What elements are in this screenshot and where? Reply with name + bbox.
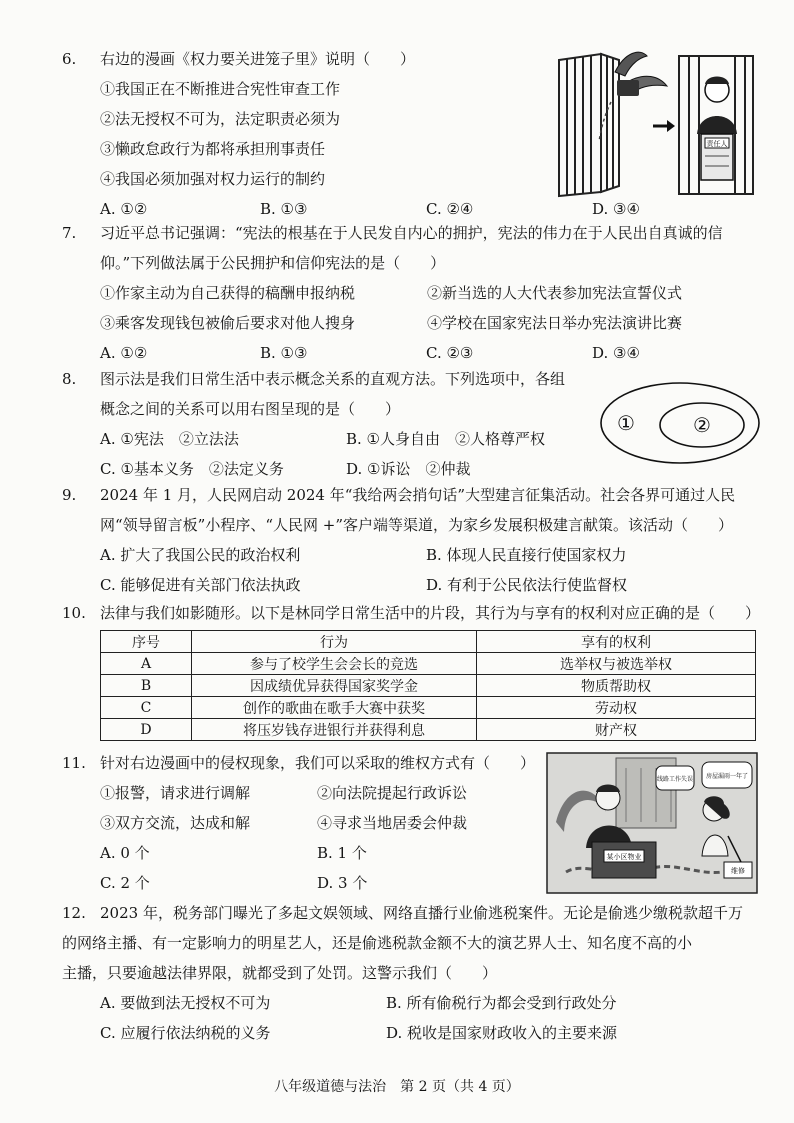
- cell-right: 选举权与被选举权: [477, 653, 756, 675]
- question-number: 10.: [62, 604, 86, 622]
- table-row: [101, 653, 756, 675]
- column-header-number: 序号: [101, 631, 192, 653]
- property-desk-label: 某小区物业: [606, 853, 642, 861]
- question-stem-line-2: 概念之间的关系可以用右图呈现的是（ ）: [100, 400, 401, 418]
- cell-behavior: 将压岁钱存进银行并获得利息: [192, 719, 477, 741]
- option-d[interactable]: D. 3 个: [317, 874, 368, 892]
- inner-concept-label: ②: [693, 413, 711, 437]
- person-in-cage: [697, 77, 737, 181]
- question-number: 6.: [62, 50, 77, 68]
- cell-number: D: [101, 719, 192, 741]
- question-stem-line-2: 网“领导留言板”小程序、“人民网 +”客户端等渠道，为家乡发展积极建言献策。该活动（ ）: [100, 516, 734, 534]
- cage-cartoon: [555, 42, 757, 202]
- option-b[interactable]: B. ①③: [260, 344, 308, 362]
- property-dispute-cartoon: [546, 752, 758, 894]
- question-stem-line-1: 图示法是我们日常生活中表示概念关系的直观方法。下列选项中，各组: [100, 370, 566, 388]
- option-b[interactable]: B. 1 个: [317, 844, 367, 862]
- question-stem-line-1: 习近平总书记强调：“宪法的根基在于人民发自内心的拥护，宪法的伟力在于人民出自真诚的信: [100, 224, 723, 242]
- option-d[interactable]: D. 有利于公民依法行使监督权: [426, 576, 628, 594]
- statement-1: ①报警，请求进行调解: [100, 784, 251, 802]
- question-stem: 法律与我们如影随形。以下是林同学日常生活中的片段，其行为与享有的权利对应正确的是（ ）: [100, 604, 761, 622]
- option-d[interactable]: D. ③④: [592, 200, 640, 218]
- question-stem: 针对右边漫画中的侵权现象，我们可以采取的维权方式有（ ）: [100, 754, 536, 772]
- responsible-person-label: 责任人: [706, 140, 728, 148]
- option-b[interactable]: B. ①③: [260, 200, 308, 218]
- table-row: [101, 675, 756, 697]
- statement-3: ③懒政怠政行为都将承担刑事责任: [100, 140, 326, 158]
- option-c[interactable]: C. ②③: [426, 344, 474, 362]
- question-number: 8.: [62, 370, 77, 388]
- question-12: [62, 898, 754, 1048]
- question-11: [62, 748, 534, 898]
- cell-behavior: 参与了校学生会会长的竞选: [192, 653, 477, 675]
- speech-bubble-right: 房屋漏雨一年了: [705, 773, 749, 780]
- option-a[interactable]: A. ①宪法 ②立法法: [100, 430, 239, 448]
- column-header-behavior: 行为: [192, 631, 477, 653]
- table-header-row: [101, 631, 756, 653]
- option-a[interactable]: A. 0 个: [100, 844, 150, 862]
- question-7: [62, 218, 754, 368]
- statement-3: ③乘客发现钱包被偷后要求对他人搜身: [100, 314, 356, 332]
- statement-4: ④我国必须加强对权力运行的制约: [100, 170, 326, 188]
- cell-right: 物质帮助权: [477, 675, 756, 697]
- cell-right: 财产权: [477, 719, 756, 741]
- arrow-right-icon: [653, 120, 675, 132]
- cell-number: B: [101, 675, 192, 697]
- option-a[interactable]: A. ①②: [100, 344, 148, 362]
- repair-sign-label: 维修: [731, 867, 745, 875]
- outer-concept-label: ①: [617, 411, 635, 435]
- question-stem-line-1: 2024 年 1 月，人民网启动 2024 年“我给两会捎句话”大型建言征集活动。社会各界可通过人民: [100, 486, 736, 504]
- question-number: 7.: [62, 224, 77, 242]
- statement-4: ④学校在国家宪法日举办宪法演讲比赛: [427, 314, 683, 332]
- question-number: 11.: [62, 754, 86, 772]
- option-a[interactable]: A. 扩大了我国公民的政治权利: [100, 546, 301, 564]
- statement-1: ①作家主动为自己获得的稿酬申报纳税: [100, 284, 356, 302]
- option-c[interactable]: C. ②④: [426, 200, 474, 218]
- statement-3: ③双方交流，达成和解: [100, 814, 251, 832]
- statement-2: ②法无授权不可为，法定职责必须为: [100, 110, 341, 128]
- page-footer: 八年级道德与法治 第 2 页（共 4 页）: [274, 1079, 520, 1095]
- option-d[interactable]: D. ③④: [592, 344, 640, 362]
- option-c[interactable]: C. 能够促进有关部门依法执政: [100, 576, 301, 594]
- statement-4: ④寻求当地居委会仲裁: [317, 814, 468, 832]
- column-header-right: 享有的权利: [477, 631, 756, 653]
- winged-briefcase-icon: [599, 52, 667, 142]
- option-b[interactable]: B. ①人身自由 ②人格尊严权: [346, 430, 546, 448]
- option-c[interactable]: C. ①基本义务 ②法定义务: [100, 460, 284, 478]
- cell-behavior: 创作的歌曲在歌手大赛中获奖: [192, 697, 477, 719]
- cell-number: C: [101, 697, 192, 719]
- option-b[interactable]: B. 所有偷税行为都会受到行政处分: [386, 994, 617, 1012]
- cell-right: 劳动权: [477, 697, 756, 719]
- option-b[interactable]: B. 体现人民直接行使国家权力: [426, 546, 627, 564]
- cell-number: A: [101, 653, 192, 675]
- concept-diagram: [598, 380, 762, 466]
- option-c[interactable]: C. 应履行依法纳税的义务: [100, 1024, 271, 1042]
- question-9: [62, 480, 754, 600]
- rights-table: [100, 630, 756, 741]
- question-stem: 右边的漫画《权力要关进笼子里》说明（ ）: [100, 50, 416, 68]
- question-number: 12.: [62, 904, 86, 922]
- question-stem-line-3: 主播，只要逾越法律界限，就都受到了处罚。这警示我们（ ）: [62, 964, 498, 982]
- statement-2: ②向法院提起行政诉讼: [317, 784, 468, 802]
- statement-2: ②新当选的人大代表参加宪法宣誓仪式: [427, 284, 683, 302]
- speech-bubble-left: 线路工作失误: [656, 776, 694, 783]
- option-d[interactable]: D. ①诉讼 ②仲裁: [346, 460, 471, 478]
- statement-1: ①我国正在不断推进合宪性审查工作: [100, 80, 341, 98]
- table-row: [101, 697, 756, 719]
- cell-behavior: 因成绩优异获得国家奖学金: [192, 675, 477, 697]
- option-a[interactable]: A. ①②: [100, 200, 148, 218]
- option-c[interactable]: C. 2 个: [100, 874, 150, 892]
- question-number: 9.: [62, 486, 77, 504]
- question-stem-line-2: 仰。”下列做法属于公民拥护和信仰宪法的是（ ）: [100, 254, 446, 272]
- option-d[interactable]: D. 税收是国家财政收入的主要来源: [386, 1024, 618, 1042]
- question-10: [62, 598, 761, 628]
- question-stem-line-1: 2023 年，税务部门曝光了多起文娱领域、网络直播行业偷逃税案件。无论是偷逃少缴税款超千万: [100, 904, 743, 922]
- table-row: [101, 719, 756, 741]
- option-a[interactable]: A. 要做到法无授权不可为: [100, 994, 271, 1012]
- question-stem-line-2: 的网络主播、有一定影响力的明星艺人，还是偷逃税款金额不大的演艺界人士、知名度不高的小: [62, 934, 693, 952]
